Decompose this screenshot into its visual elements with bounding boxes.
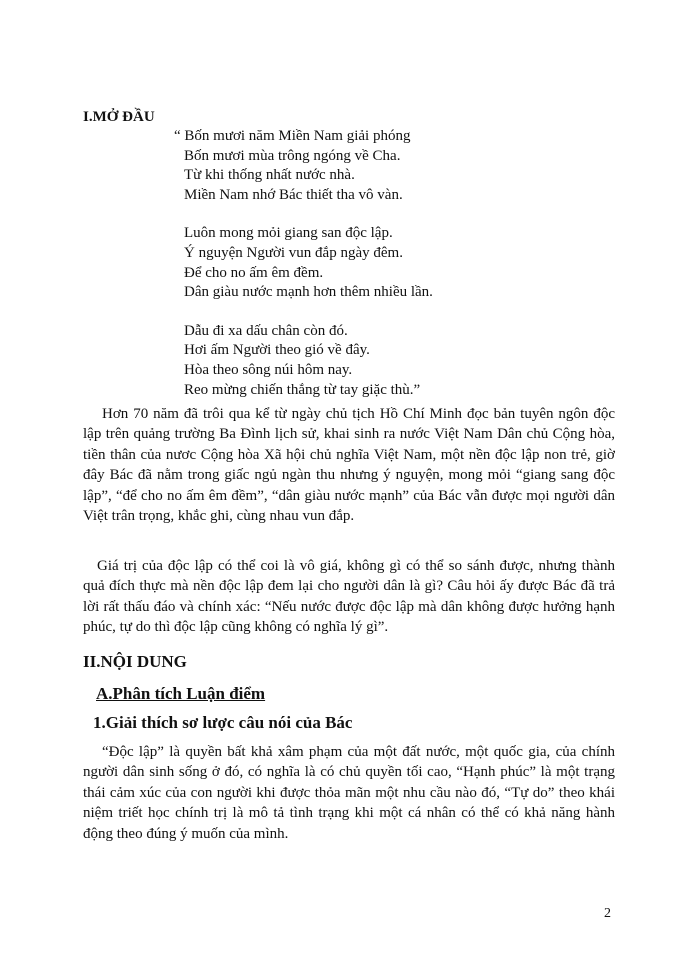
- poem-line: Luôn mong mỏi giang san độc lập.: [184, 225, 393, 242]
- poem-line: Dân giàu nước mạnh hơn thêm nhiều lần.: [184, 284, 433, 301]
- paragraph-definitions: “Độc lập” là quyền bất khả xâm phạm của một đất nước, một quốc gia, của chính người dân sinh sống ở đó, có nghĩa là có chủ quyền tối cao, “Hạnh phúc” là một trạng thái cảm xúc của con người khi được thỏa mãn một nhu cầu nào đó, “Tự do” theo khái niệm triết học chính trị là mô tả tình trạng khi một cá nhân có thể có khả năng hành động theo đúng ý muốn của mình.: [83, 744, 615, 842]
- poem-line: Reo mừng chiến thắng từ tay giặc thù.”: [184, 381, 421, 398]
- poem-line: Ý nguyện Người vun đắp ngày đêm.: [184, 244, 403, 261]
- poem-line: Hơi ấm Người theo gió về đây.: [184, 342, 370, 359]
- heading-content: II.NỘI DUNG: [83, 652, 187, 671]
- poem-stanza-2: [174, 224, 433, 302]
- heading-explanation: 1.Giải thích sơ lược câu nói của Bác: [93, 713, 353, 732]
- paragraph-value-of-independence: Giá trị của độc lập có thể coi là vô giá, không gì có thể so sánh được, nhưng thành quả đích thực mà nền độc lập đem lại cho người dân là gì? Câu hỏi ấy được Bác đã trả lời rất thấu đáo và chính xác: “Nếu nước được độc lập mà dân không được hưởng hạnh phúc, tự do thì độc lập cũng không có nghĩa lý gì”.: [83, 558, 615, 636]
- poem-line: “ Bốn mươi năm Miền Nam giải phóng: [174, 128, 411, 144]
- poem: [174, 127, 433, 419]
- poem-line: Miền Nam nhớ Bác thiết tha vô vàn.: [184, 186, 403, 203]
- poem-stanza-1: [174, 127, 433, 205]
- poem-line: Hòa theo sông núi hôm nay.: [184, 361, 353, 378]
- poem-line: Để cho no ấm êm đềm.: [184, 264, 324, 281]
- heading-intro: I.MỞ ĐẦU: [83, 109, 155, 125]
- poem-line: Bốn mươi mùa trông ngóng về Cha.: [184, 147, 401, 164]
- poem-line: Dẫu đi xa dấu chân còn đó.: [184, 322, 348, 339]
- page-number: 2: [604, 906, 611, 921]
- paragraph-independence-history: Hơn 70 năm đã trôi qua kể từ ngày chủ tịch Hồ Chí Minh đọc bản tuyên ngôn độc lập trên quảng trường Ba Đình lịch sử, khai sinh ra nước Việt Nam Dân chủ Cộng hòa, tiền thân của nươc Cộng hòa Xã hội chủ nghĩa Việt Nam, một nền độc lập non trẻ, giờ đây Bác đã nằm trong giấc ngủ ngàn thu nhưng ý nguyện, mong mỏi “giang sang độc lập”, “để cho no ấm êm đềm”, “dân giàu nước mạnh” của Bác vẫn được mọi người dân Việt trân trọng, khắc ghi, cùng nhau vun đắp.: [83, 406, 615, 525]
- heading-analysis: A.Phân tích Luận điểm: [96, 684, 266, 703]
- poem-stanza-3: [174, 322, 433, 400]
- poem-line: Từ khi thống nhất nước nhà.: [184, 167, 355, 184]
